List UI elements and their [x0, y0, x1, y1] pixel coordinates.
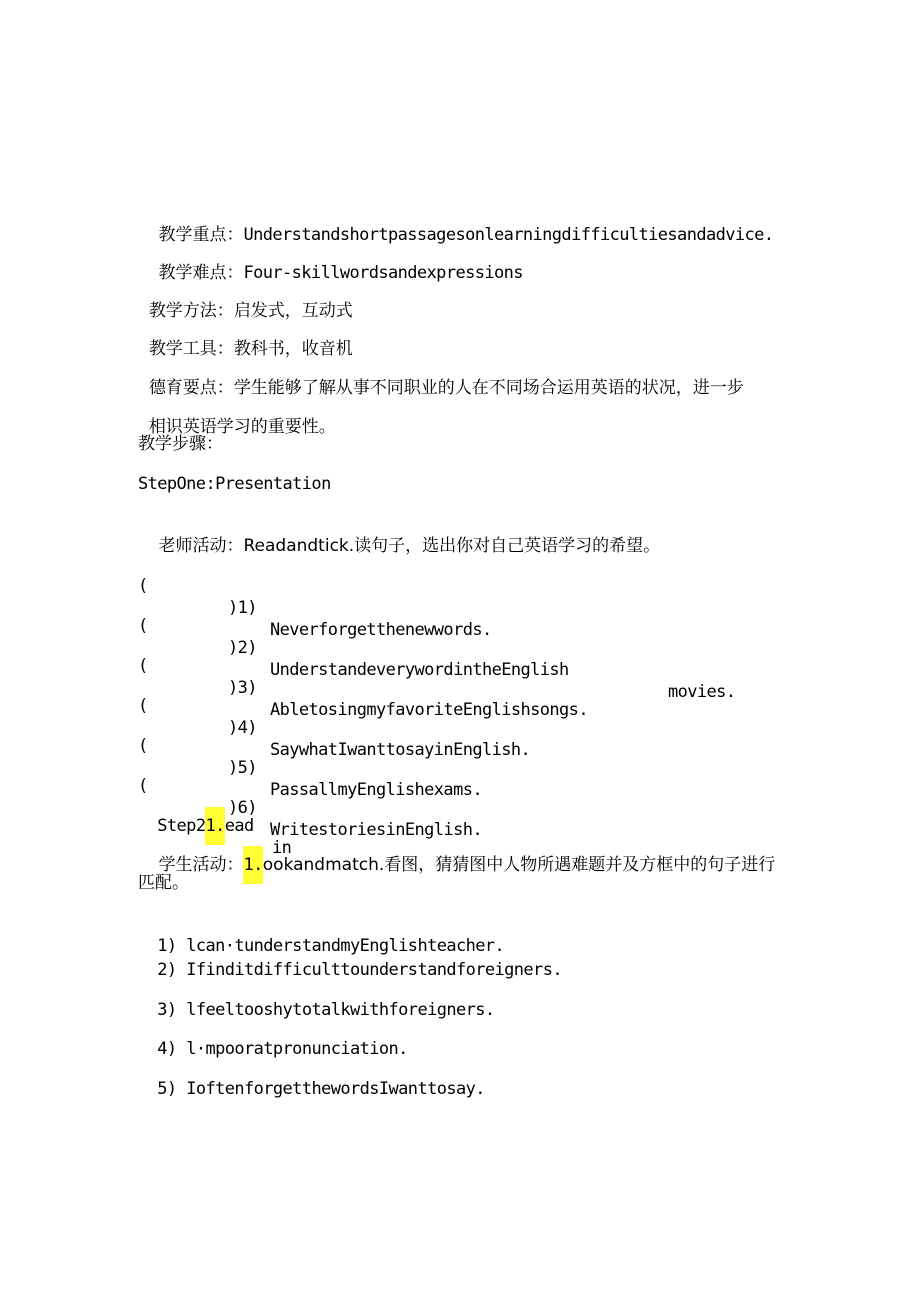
match-sentence	[138, 937, 562, 980]
checklist-text: Neverforgetthenewwords.	[270, 620, 492, 640]
match-number: 2)	[157, 960, 177, 980]
step-one-heading: StepOne:Presentation	[138, 474, 331, 494]
student-activity-highlight: 1.	[243, 846, 262, 884]
teaching-method-label: 教学方法：	[148, 301, 234, 321]
teaching-tools-line	[138, 316, 353, 359]
checklist-open-paren: (	[138, 576, 148, 596]
teaching-focus-text: Understandshortpassagesonlearningdifficultiesandadvice.	[243, 225, 774, 245]
checklist-text: UnderstandeverywordintheEnglish	[270, 660, 569, 680]
step-two-prefix: Step2	[157, 816, 206, 836]
checklist-number: )2)	[228, 638, 257, 658]
match-sentence	[138, 1016, 408, 1059]
teaching-tools-label: 教学工具：	[148, 339, 234, 359]
checklist-text-tail: movies.	[668, 682, 736, 702]
match-text: Ifinditdifficulttounderstandforeigners.	[186, 960, 562, 980]
moral-points-text-1: 学生能够了解从事不同职业的人在不同场合运用英语的状况，进一步	[233, 378, 744, 398]
teaching-focus-line	[138, 202, 774, 245]
match-text: IoftenforgetthewordsIwanttosay.	[186, 1079, 485, 1099]
teacher-activity-label: 老师活动：	[158, 536, 244, 556]
teaching-difficulty-text: Four-skillwordsandexpressions	[243, 263, 523, 283]
moral-points-label: 德育要点：	[148, 378, 234, 398]
checklist-text: SaywhatIwanttosayinEnglish.	[270, 740, 531, 760]
checklist-open-paren: (	[138, 656, 148, 676]
step-two-suffix: ead	[224, 816, 254, 836]
match-number: 5)	[157, 1079, 177, 1099]
checklist-open-paren: (	[138, 616, 148, 636]
match-number: 3)	[157, 1000, 177, 1020]
teaching-difficulty-label: 教学难点：	[158, 263, 244, 283]
student-activity-line-2: 匹配。	[138, 873, 189, 893]
moral-points-line-1	[138, 355, 744, 398]
match-sentence	[138, 913, 505, 956]
teaching-difficulty-line	[138, 240, 523, 283]
moral-points-text-2: 相识英语学习的重要性。	[148, 417, 336, 437]
checklist-number: )3)	[228, 678, 257, 698]
checklist-open-paren: (	[138, 696, 148, 716]
checklist-number: )5)	[228, 758, 257, 778]
match-sentence	[138, 977, 495, 1020]
student-activity-label: 学生活动：	[158, 855, 244, 875]
checklist-number: )1)	[228, 598, 257, 618]
teaching-focus-label: 教学重点：	[158, 225, 244, 245]
student-activity-text: ookandmatch.看图，猜猜图中人物所遇难题并及方框中的句子进行	[262, 855, 776, 875]
step-two-tail: in	[272, 838, 292, 858]
match-sentence	[138, 1056, 485, 1099]
checklist-text: WritestoriesinEnglish.	[270, 820, 482, 840]
teaching-method-text: 启发式，互动式	[233, 301, 353, 321]
match-number: 1)	[157, 936, 177, 956]
teaching-method-line	[138, 278, 353, 321]
checklist-text: AbletosingmyfavoriteEnglishsongs.	[270, 700, 588, 720]
match-number: 4)	[157, 1039, 177, 1059]
student-activity-line-1	[138, 832, 776, 875]
teacher-activity-line	[138, 513, 661, 556]
checklist-text: PassallmyEnglishexams.	[270, 780, 482, 800]
checklist-open-paren: (	[138, 736, 148, 756]
checklist-number: )6)	[228, 798, 257, 818]
match-text: l·mpooratpronunciation.	[186, 1039, 408, 1059]
checklist-open-paren: (	[138, 776, 148, 796]
teaching-tools-text: 教科书，收音机	[233, 339, 353, 359]
teacher-activity-text: Readandtick.读句子，选出你对自己英语学习的希望。	[243, 536, 661, 556]
match-text: lfeeltooshytotalkwithforeigners.	[186, 1000, 495, 1020]
steps-heading: 教学步骤：	[138, 434, 223, 454]
moral-points-line-2	[138, 394, 336, 437]
checklist-item	[138, 553, 838, 640]
match-text: lcan·tunderstandmyEnglishteacher.	[186, 936, 505, 956]
step-two-highlight: 1.	[205, 807, 224, 845]
checklist-number: )4)	[228, 718, 257, 738]
